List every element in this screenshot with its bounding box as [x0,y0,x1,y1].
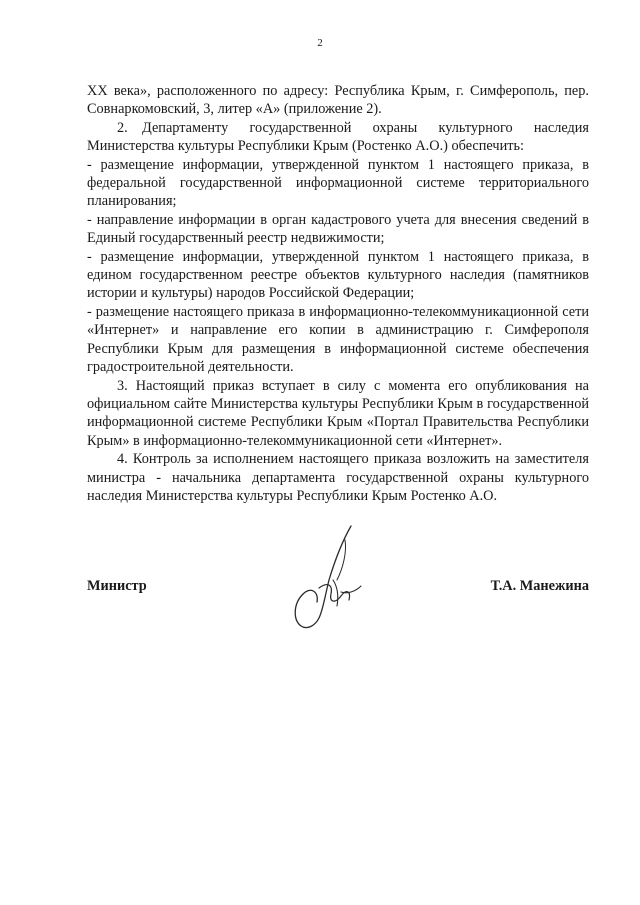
bullet-cadastral-registry: - направление информации в орган кадастрового учета для внесения сведений в Единый государственный реестр недвижимости; [87,211,589,247]
paragraph-item-3: 3. Настоящий приказ вступает в силу с момента его опубликования на официальном сайте Министерства культуры Республики Крым в государственной информационной системе Республики Крым «Портал Правительства Республики Крым» в информационно-телекоммуникационной сети «Интернет». [87,377,589,449]
bullet-territorial-planning: - размещение информации, утвержденной пунктом 1 настоящего приказа, в федеральной государственной информационной системе территориального планирования; [87,156,589,210]
paragraph-item-2: 2. Департаменту государственной охраны культурного наследия Министерства культуры Республики Крым (Ростенко А.О.) обеспечить: [87,119,589,155]
bullet-heritage-registry: - размещение информации, утвержденной пунктом 1 настоящего приказа, в едином государственном реестре объектов культурного наследия (памятников истории и культуры) народов Российской Федерации; [87,248,589,302]
signatory-title: Министр [87,578,147,594]
bullet-internet-publication: - размещение настоящего приказа в информационно-телекоммуникационной сети «Интернет» и направление его копии в администрацию г. Симферополя Республики Крым для размещения в информационной системе обеспечения градостроительной деятельности. [87,303,589,376]
handwritten-signature [285,522,380,632]
signatory-name: Т.А. Манежина [490,578,589,594]
paragraph-address: XX века», расположенного по адресу: Республика Крым, г. Симферополь, пер. Совнаркомовский, 3, литер «А» (приложение 2). [87,83,589,118]
page-number: 2 [317,37,323,49]
document-body [87,82,589,505]
signature-block [87,578,589,598]
paragraph-item-4: 4. Контроль за исполнением настоящего приказа возложить на заместителя министра - начальника департамента государственной охраны культурного наследия Министерства культуры Республики Крым Ростенко А.О. [87,451,589,504]
